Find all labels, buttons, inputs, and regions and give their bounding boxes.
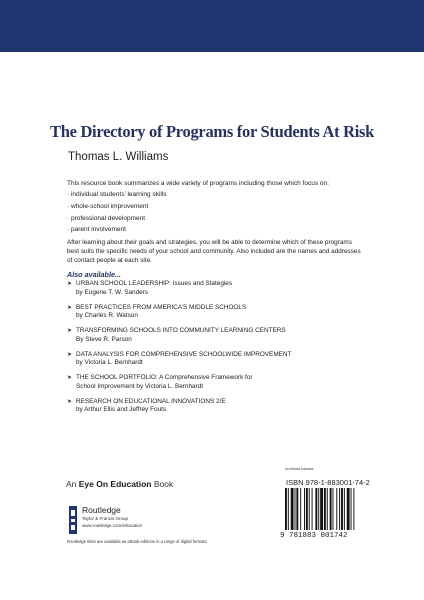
list-item <box>67 304 367 321</box>
top-color-band <box>0 0 424 52</box>
barcode-bar <box>351 488 352 530</box>
barcode-bar <box>312 488 313 530</box>
barcode-bar <box>330 488 332 530</box>
isbn-text: ISBN 978-1-883001-74-2 <box>286 478 370 487</box>
book-item-title: DATA ANALYSIS FOR COMPREHENSIVE SCHOOLWIDE IMPROVEMENT <box>76 350 292 358</box>
book-item-author: School Improvement by Victoria L. Bernhardt <box>76 382 204 390</box>
also-available-heading: Also available... <box>67 270 121 279</box>
arrow-icon: ➤ <box>67 328 73 335</box>
barcode-bar <box>327 488 328 530</box>
barcode-bar <box>324 488 326 530</box>
barcode-bar <box>306 488 308 530</box>
focus-list <box>67 189 166 236</box>
barcode-bar <box>333 488 334 530</box>
barcode-bar <box>288 488 289 530</box>
barcode-bar <box>336 488 337 530</box>
barcode-bar <box>291 488 294 530</box>
barcode-bar <box>309 488 310 530</box>
book-item-title: TRANSFORMING SCHOOLS INTO COMMUNITY LEARNING CENTERS <box>76 327 286 335</box>
book-author: Thomas L. Williams <box>68 151 169 163</box>
barcode-bar <box>296 488 298 530</box>
barcode-bar <box>320 488 323 530</box>
barcode-bar <box>295 488 296 530</box>
focus-item: · individual students’ learning skills <box>67 191 167 198</box>
related-books-list <box>67 280 367 421</box>
book-item-author: by Victoria L. Bernhardt <box>76 359 143 367</box>
book-item-author: By Steve R. Parson <box>76 335 132 343</box>
list-item <box>67 351 367 368</box>
list-item <box>67 374 367 391</box>
publisher-name: Routledge <box>82 505 121 515</box>
barcode-bar <box>344 488 345 530</box>
imprint-brand: Eye On Education <box>78 479 152 489</box>
informa-tagline: an informa business <box>285 467 314 471</box>
publisher-group: Taylor & Francis Group <box>82 516 129 521</box>
imprint-line <box>66 479 173 489</box>
publisher-url: www.routledge.com/education <box>82 523 143 528</box>
arrow-icon: ➤ <box>67 351 73 358</box>
barcode <box>284 488 376 530</box>
routledge-logo-icon <box>68 506 78 534</box>
book-item-title: THE SCHOOL PORTFOLIO: A Comprehensive Framework for <box>76 374 253 382</box>
ebook-footnote: Routledge titles are available as eBook editions in a range of digital formats <box>67 539 207 544</box>
book-title: The Directory of Programs for Students At Risk <box>50 122 374 141</box>
list-item <box>67 398 367 415</box>
arrow-icon: ➤ <box>67 398 73 405</box>
barcode-bar <box>347 488 350 530</box>
intro-text: This resource book summarizes a wide variety of programs including those which focus on: <box>67 180 329 187</box>
barcode-number: 9 781883 001742 <box>280 532 348 540</box>
book-item-author: by Charles R. Watson <box>76 312 138 320</box>
barcode-graphic <box>284 488 376 530</box>
book-item-title: URBAN SCHOOL LEADERSHIP: Issues and Stategies <box>76 280 233 287</box>
focus-item: · whole-school improvement <box>67 202 149 210</box>
description-paragraph: After learning about their goals and strategies, you will be able to determine which of these programs best suits the specific needs of your school and community. Also included are the names and addresses of contact people at each site. <box>67 239 361 265</box>
arrow-icon: ➤ <box>67 281 73 287</box>
imprint-prefix: An <box>66 479 79 489</box>
arrow-icon: ➤ <box>67 375 73 382</box>
barcode-bar <box>300 488 301 530</box>
book-item-author: by Eugene T. W. Sanders <box>76 288 148 296</box>
barcode-bar <box>341 488 343 530</box>
list-item <box>67 280 367 297</box>
barcode-bar <box>315 488 317 530</box>
barcode-bar <box>339 488 340 530</box>
book-item-title: RESEARCH ON EDUCATIONAL INNOVATIONS 2/E <box>76 397 226 405</box>
barcode-bar <box>285 488 287 530</box>
imprint-suffix: Book <box>151 479 174 489</box>
book-item-author: by Arthur Ellis and Jeffrey Fouts <box>76 406 167 414</box>
barcode-bar <box>318 488 319 530</box>
focus-item: · professional development <box>67 214 146 222</box>
list-item <box>67 327 367 344</box>
arrow-icon: ➤ <box>67 304 73 311</box>
focus-item: · parent involvement <box>67 226 126 234</box>
barcode-bar <box>353 488 354 530</box>
barcode-bar <box>304 488 305 530</box>
book-item-title: BEST PRACTICES FROM AMERICA’S MIDDLE SCHOOLS <box>76 303 247 311</box>
